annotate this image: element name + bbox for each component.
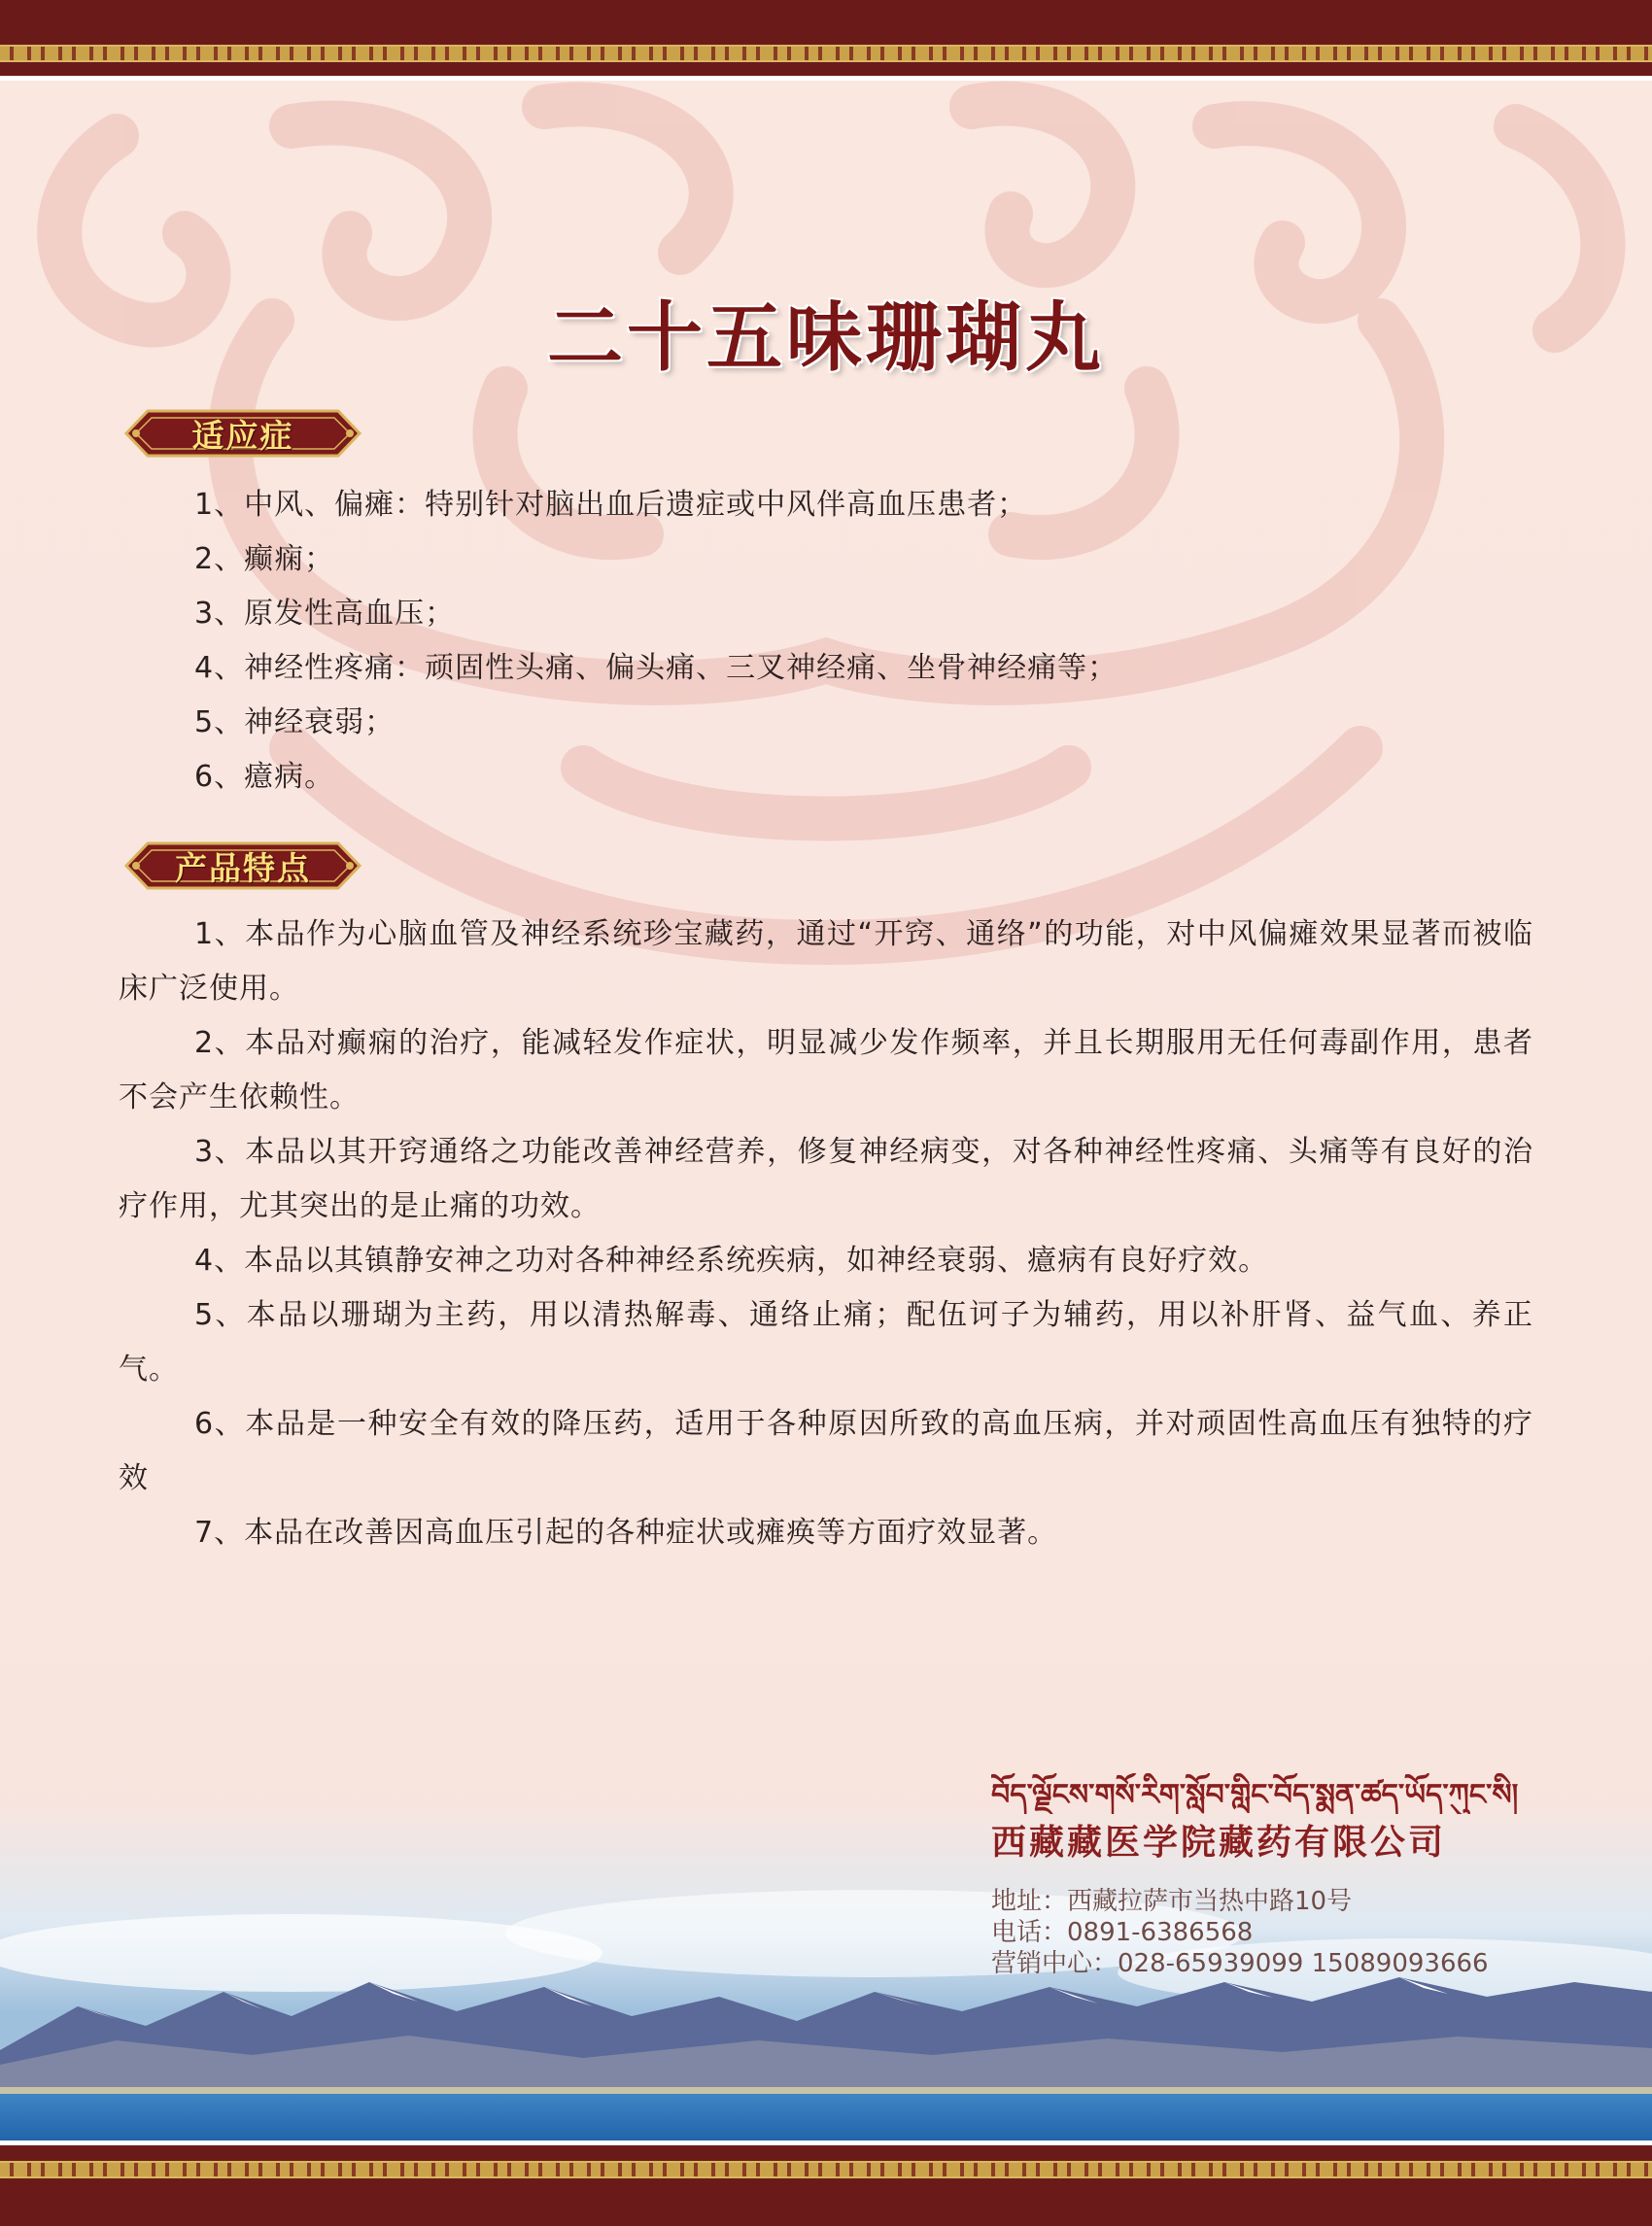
product-title: 二十五味珊瑚丸 [546,294,1105,382]
contact-details [991,1886,1633,1979]
list-item: 6、癔病。 [194,760,335,794]
svg-text:བོད་ལྗོངས་གསོ་རིག་སློབ་གླིང་བོ: བོད་ལྗོངས་གསོ་རིག་སློབ་གླིང་བོད་སྨན་ཚད་ཡོད་ཀུང་སི། [991,1778,1519,1812]
top-meander-pattern [0,45,1652,62]
phone-text: 电话：0891-6386568 [991,1918,1254,1947]
indications-label: 适应症 [191,416,294,455]
list-item: 5、神经衰弱； [194,705,396,739]
feature-paragraph: 3、本品以其开窍通络之功能改善神经营养，修复神经病变，对各种神经性疼痛、头痛等有良好的治疗作用，尤其突出的是止痛的功效。 [119,1135,1533,1223]
list-item: 1、中风、偏瘫：特别针对脑出血后遗症或中风伴高血压患者； [194,488,1028,522]
indications-badge [122,405,363,462]
list-item: 2、癫痫； [194,542,335,576]
feature-paragraph: 7、本品在改善因高血压引起的各种症状或瘫痪等方面疗效显著。 [194,1516,1058,1550]
list-item: 3、原发性高血压； [194,597,456,631]
feature-paragraph: 5、本品以珊瑚为主药，用以清热解毒、通络止痛；配伍诃子为辅药，用以补肝肾、益气血、养正气。 [119,1298,1533,1387]
address-text: 地址：西藏拉萨市当热中路10号 [991,1887,1353,1916]
sales-text: 营销中心：028-65939099 15089093666 [991,1949,1489,1978]
feature-paragraph: 1、本品作为心脑血管及神经系统珍宝藏药，通过“开窍、通络”的功能，对中风偏瘫效果显著而被临床广泛使用。 [119,917,1533,1006]
feature-paragraph: 2、本品对癫痫的治疗，能减轻发作症状，明显减少发作频率，并且长期服用无任何毒副作用，患者不会产生依赖性。 [119,1026,1533,1114]
tibetan-company-name-logo [991,1773,1535,1814]
company-info [991,1773,1633,1979]
feature-paragraph: 4、本品以其镇静安神之功对各种神经系统疾病，如神经衰弱、癔病有良好疗效。 [194,1244,1269,1278]
bottom-border-band [0,2145,1652,2226]
features-badge [122,838,363,894]
top-white-rule [0,76,1652,81]
feature-paragraph: 6、本品是一种安全有效的降压药，适用于各种原因所致的高血压病，并对顽固性高血压有独特的疗效 [119,1407,1533,1495]
indications-list [194,478,1555,805]
list-item: 4、神经性疼痛：顽固性头痛、偏头痛、三叉神经痛、坐骨神经痛等； [194,651,1119,685]
bottom-meander-pattern [0,2161,1652,2178]
top-border-band [0,0,1652,76]
company-name: 西藏藏医学院藏药有限公司 [991,1823,1447,1863]
features-text [119,908,1533,1560]
features-label: 产品特点 [175,848,311,887]
